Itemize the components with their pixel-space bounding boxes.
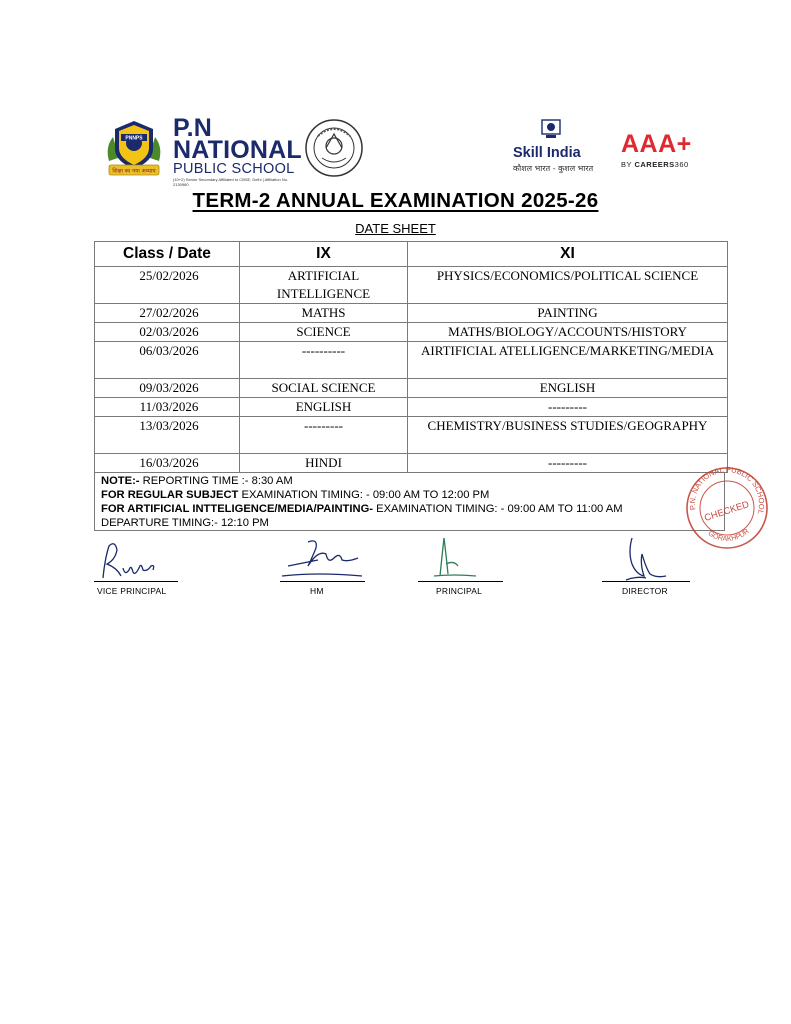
row-date: 13/03/2026 [95, 417, 240, 454]
page-title: TERM-2 ANNUAL EXAMINATION 2025-26 [192, 189, 599, 212]
director-signature [616, 534, 686, 582]
hm-signature-line [280, 581, 365, 582]
svg-text:CHECKED: CHECKED [703, 499, 751, 524]
row-ix-subject: ---------- [240, 342, 408, 379]
skill-india-title: Skill India [513, 145, 581, 161]
school-name-line3: PUBLIC SCHOOL [173, 161, 295, 177]
row-xi-subject: AIRTIFICIAL ATELLIGENCE/MARKETING/MEDIA [408, 342, 728, 379]
school-name-line2: NATIONAL [173, 136, 302, 164]
aaa-by: BY [621, 160, 632, 169]
exam-notes [94, 473, 725, 531]
header-xi: XI [408, 242, 728, 267]
cbse-seal-icon [304, 118, 364, 178]
vice-principal-label: VICE PRINCIPAL [97, 586, 167, 596]
director-label: DIRECTOR [622, 586, 668, 596]
skill-india-tagline: कौशल भारत - कुशल भारत [513, 164, 594, 173]
row-xi-subject: PHYSICS/ECONOMICS/POLITICAL SCIENCE [408, 267, 728, 304]
row-date: 02/03/2026 [95, 323, 240, 342]
school-name-line1: P.N [173, 114, 213, 142]
hm-label: HM [310, 586, 324, 596]
hm-signature [278, 536, 366, 582]
aaa-rating: AAA+ [621, 130, 692, 158]
aaa-brand: CAREERS [634, 160, 675, 169]
table-row [95, 267, 728, 304]
row-ix-subject: HINDI [240, 454, 408, 473]
table-row [95, 398, 728, 417]
note-ai: FOR ARTIFICIAL INTTELIGENCE/MEDIA/PAINTING- EXAMINATION TIMING: - 09:00 AM TO 11:00 AM [101, 503, 623, 515]
row-ix-subject: MATHS [240, 304, 408, 323]
row-xi-subject: MATHS/BIOLOGY/ACCOUNTS/HISTORY [408, 323, 728, 342]
row-date: 25/02/2026 [95, 267, 240, 304]
row-ix-subject: SCIENCE [240, 323, 408, 342]
aaa-rating-logo [615, 130, 715, 176]
row-xi-subject: CHEMISTRY/BUSINESS STUDIES/GEOGRAPHY [408, 417, 728, 454]
svg-text:PNNPS: PNNPS [125, 135, 143, 142]
aaa-brand-num: 360 [674, 160, 689, 169]
date-sheet-table [94, 241, 728, 473]
note-departure: DEPARTURE TIMING:- 12:10 PM [101, 517, 269, 529]
principal-signature-line [418, 581, 503, 582]
header-class-date: Class / Date [95, 242, 240, 267]
principal-label: PRINCIPAL [436, 586, 483, 596]
skill-india-emblem-icon [540, 118, 562, 140]
header-ix: IX [240, 242, 408, 267]
note-regular: FOR REGULAR SUBJECT EXAMINATION TIMING: - 09:00 AM TO 12:00 PM [101, 489, 490, 501]
row-ix-subject: SOCIAL SCIENCE [240, 379, 408, 398]
school-crest-icon [103, 117, 165, 179]
school-stamp [682, 460, 772, 556]
director-signature-line [602, 581, 690, 582]
row-xi-subject: --------- [408, 454, 728, 473]
vice-principal-signature [95, 538, 165, 582]
row-ix-subject: ENGLISH [240, 398, 408, 417]
vice-principal-signature-line [94, 581, 178, 582]
svg-text:शिक्षा का नया अध्याय: शिक्षा का नया अध्याय [112, 168, 156, 175]
table-row [95, 304, 728, 323]
row-date: 06/03/2026 [95, 342, 240, 379]
row-xi-subject: --------- [408, 398, 728, 417]
school-affiliation: (10+2) Senior Secondary Affiliated to CBSE, Delhi | Affiliation No. 2130960 [173, 177, 289, 187]
row-xi-subject: PAINTING [408, 304, 728, 323]
table-row [95, 323, 728, 342]
table-header-row [95, 242, 728, 267]
page-subtitle: DATE SHEET [355, 221, 436, 236]
row-date: 16/03/2026 [95, 454, 240, 473]
skill-india-logo [510, 118, 594, 178]
row-date: 09/03/2026 [95, 379, 240, 398]
row-ix-subject: ARTIFICIAL INTELLIGENCE [240, 267, 408, 304]
table-row [95, 417, 728, 454]
table-row [95, 379, 728, 398]
school-logo [103, 114, 302, 187]
svg-text:P.N. NATIONAL PUBLIC SCHOOL: P.N. NATIONAL PUBLIC SCHOOL [687, 464, 767, 516]
svg-text:GORAKHPUR: GORAKHPUR [706, 527, 751, 543]
row-xi-subject: ENGLISH [408, 379, 728, 398]
note-reporting: NOTE:- REPORTING TIME :- 8:30 AM [101, 475, 293, 487]
row-ix-subject: --------- [240, 417, 408, 454]
row-date: 27/02/2026 [95, 304, 240, 323]
table-row [95, 342, 728, 379]
table-row [95, 454, 728, 473]
principal-signature [420, 532, 490, 582]
row-date: 11/03/2026 [95, 398, 240, 417]
